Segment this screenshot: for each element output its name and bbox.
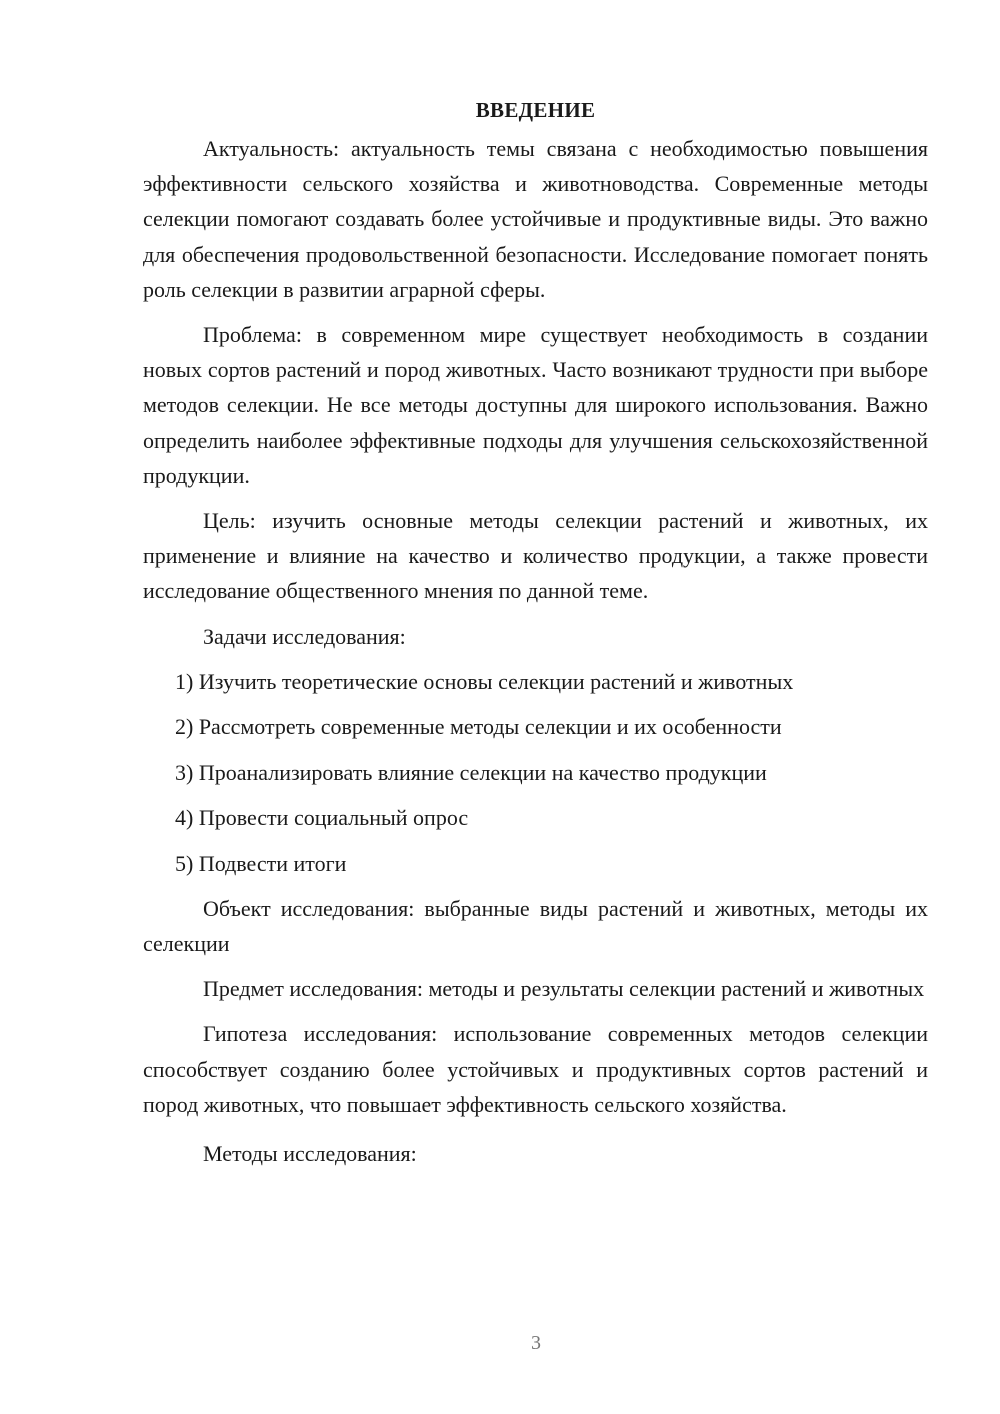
object-paragraph: Объект исследования: выбранные виды растений и животных, методы их селекции: [143, 895, 928, 957]
problem-paragraph: Проблема: в современном мире существует необходимость в создании новых сортов растений и пород животных. Часто возникают трудности при выборе методов селекции. Не все методы доступны для широкого использования. Важно определить наиболее эффективные подходы для улучшения сельскохозяйственной продукции.: [143, 322, 928, 488]
list-item: 2) Рассмотреть современные методы селекции и их особенности: [175, 714, 782, 740]
page-number: 3: [531, 1332, 541, 1354]
list-item: 1) Изучить теоретические основы селекции растений и животных: [175, 668, 794, 694]
list-item: 5) Подвести итоги: [175, 850, 347, 876]
list-item: 3) Проанализировать влияние селекции на качество продукции: [175, 759, 767, 785]
subject-paragraph: Предмет исследования: методы и результаты селекции растений и животных: [203, 976, 925, 1002]
section-title: ВВЕДЕНИЕ: [475, 98, 596, 122]
methods-heading: Методы исследования:: [203, 1141, 417, 1167]
relevance-paragraph: Актуальность: актуальность темы связана с необходимостью повышения эффективности сельского хозяйства и животноводства. Современные методы селекции помогают создавать более устойчивые и продуктивные виды. Это важно для обеспечения продовольственной безопасности. Исследование помогает понять роль селекции в развитии аграрной сферы.: [143, 136, 928, 302]
goal-paragraph: Цель: изучить основные методы селекции растений и животных, их применение и влияние на качество и количество продукции, а также провести исследование общественного мнения по данной теме.: [143, 508, 928, 604]
tasks-list: [143, 664, 928, 881]
tasks-heading: Задачи исследования:: [203, 623, 406, 649]
document-page: [143, 92, 928, 1171]
hypothesis-paragraph: Гипотеза исследования: использование современных методов селекции способствует созданию более устойчивых и продуктивных сортов растений и пород животных, что повышает эффективность сельского хозяйства.: [143, 1021, 928, 1117]
list-item: 4) Провести социальный опрос: [175, 805, 469, 831]
